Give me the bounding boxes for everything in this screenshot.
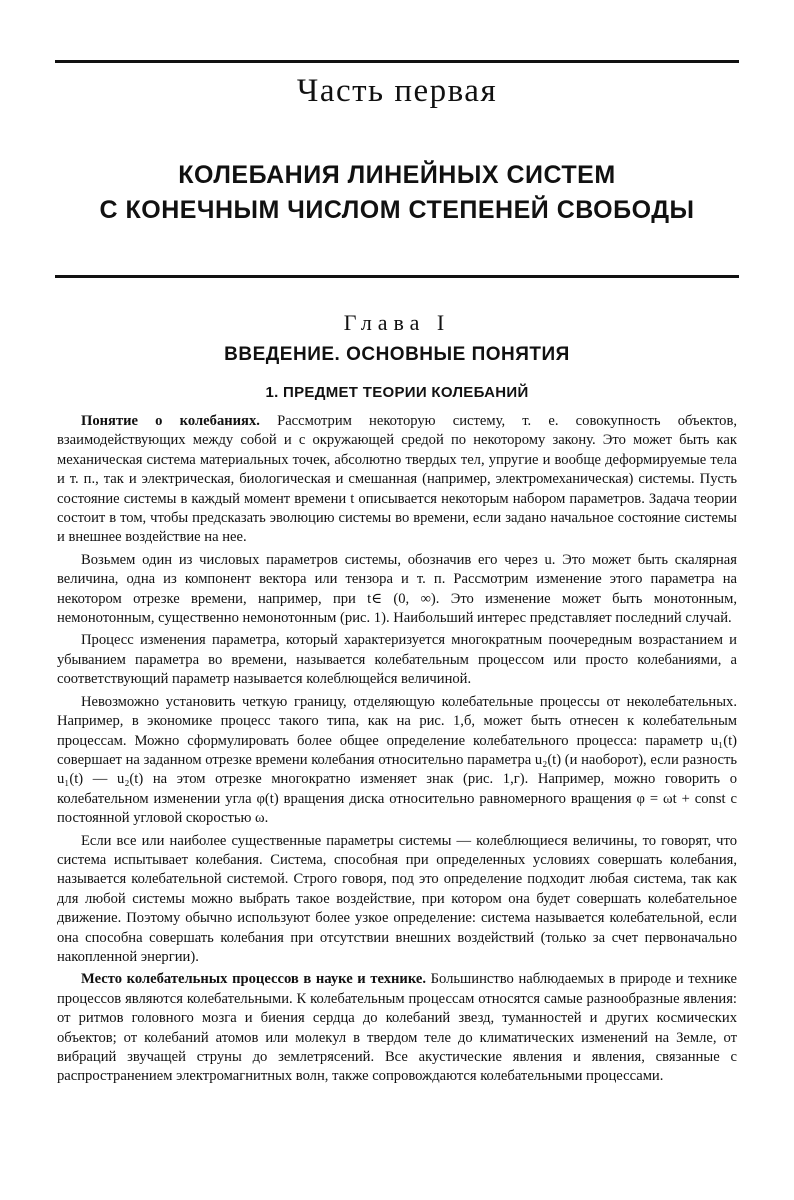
part-subtitle-line-2: С КОНЕЧНЫМ ЧИСЛОМ СТЕПЕНЕЙ СВОБОДЫ <box>99 196 695 224</box>
body-text <box>57 412 737 1090</box>
paragraph-1-text: Рассмотрим некоторую систему, т. е. совокупность объектов, взаимодействующих между собой и с окружающей средой по некоторому закону. Это может быть как механическая система материальных точек, абсолютно твердых тел, упругие и вообще деформируемые тела и т. п., так и электрическая, биологическая и смешанная (например, электромеханическая) системы. Пусть состояние системы в каждый момент времени t описывается некоторым набором параметров. Задача теории состоит в том, чтобы предсказать эволюцию системы во времени, если задано начальное состояние системы и внешнее воздействие на нее. <box>57 413 737 546</box>
paragraph-2: Возьмем один из числовых параметров системы, обозначив его через u. Это может быть скалярная величина, одна из компонент вектора или тензора и т. п. Рассмотрим изменение этого параметра на некотором отрезке времени, например, при t∈ (0, ∞). Это изменение может быть монотонным, немонотонным, существенно немонотонным (рис. 1). Наибольший интерес представляет последний случай. <box>57 551 737 627</box>
part-subtitle <box>0 158 794 228</box>
paragraph-3: Процесс изменения параметра, который характеризуется многократным поочередным возрастанием и убыванием параметра во времени, называется колебательным процессом или просто колебаниями, а соответствующий параметр называется колеблющейся величиной. <box>57 632 737 688</box>
part-title: Часть первая <box>296 73 498 109</box>
top-rule <box>55 60 739 63</box>
section-title: 1. ПРЕДМЕТ ТЕОРИИ КОЛЕБАНИЙ <box>265 384 529 401</box>
paragraph-6-text: Большинство наблюдаемых в природе и технике процессов являются колебательными. К колебательным процессам относятся самые разнообразные явления: от ритмов головного мозга и биения сердца до колебаний звезд, туманностей и других космических объектов; от колебаний атомов или молекул в твердом теле до климатических изменений на Земле, от вибраций звучащей струны до землетрясений. Все акустические явления и явления, связанные с распространением электромагнитных волн, также сопровождаются колебательными процессами. <box>57 971 737 1085</box>
paragraph-5: Если все или наиболее существенные параметры системы — колеблющиеся величины, то говорят, что система испытывает колебания. Система, способная при определенных условиях совершать колебания, называется колебательной системой. Строго говоря, под это определение подходит любая система, так как для любой системы можно выбрать такое воздействие, при котором она будет совершать колебательное движение. Поэтому обычно используют более узкое определение: система называется колебательной, если она способна совершать колебания при отсутствии внешних воздействий (только за счет первоначально накопленной энергии). <box>57 832 737 965</box>
middle-rule <box>55 275 739 278</box>
part-subtitle-line-1: КОЛЕБАНИЯ ЛИНЕЙНЫХ СИСТЕМ <box>178 161 616 189</box>
paragraph-4: Невозможно установить четкую границу, отделяющую колебательные процессы от неколебательных. Например, в экономике процесс такого типа, как на рис. 1,б, может быть отнесен к колебательным процессам. Можно сформулировать более общее определение колебательного процесса: параметр u₁(t) совершает на заданном отрезке времени колебания относительно параметра u₂(t) (и наоборот), если разность u₁(t) — u₂(t) на этом отрезке многократно изменяет знак (рис. 1,г). Например, можно говорить о колебательном изменении угла φ(t) вращения диска относительно равномерного вращения φ = ωt + const с постоянной угловой скоростью ω. <box>57 693 737 827</box>
paragraph-6 <box>57 970 737 1086</box>
chapter-label: Глава I <box>343 310 451 335</box>
paragraph-1-run-in-head: Понятие о колебаниях. <box>81 413 260 429</box>
paragraph-1 <box>57 412 737 548</box>
chapter-title: ВВЕДЕНИЕ. ОСНОВНЫЕ ПОНЯТИЯ <box>224 344 570 365</box>
paragraph-6-run-in-head: Место колебательных процессов в науке и технике. <box>81 971 426 988</box>
